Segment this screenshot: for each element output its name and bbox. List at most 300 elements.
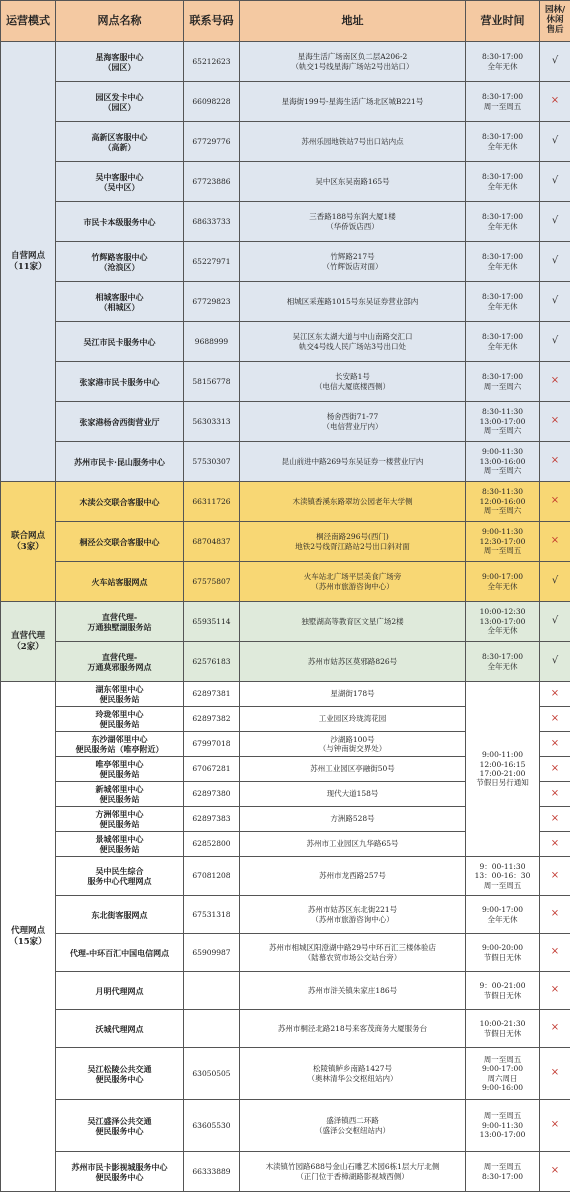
phone-number: 57530307 (184, 442, 240, 482)
group-label-line: （2家） (2, 642, 54, 653)
table-row (1, 322, 570, 362)
opening-hours-line: 10:00-21:30 (467, 1019, 538, 1028)
point-name-line: 代理-中环百汇中国电信网点 (57, 948, 182, 958)
table-row (1, 896, 570, 934)
opening-hours-line: 12:00-16:15 (467, 760, 538, 769)
opening-hours-line: 8:30-17:00 (467, 332, 538, 341)
address-line: （奥林清华公交枢纽站内） (241, 1074, 464, 1083)
opening-hours-line: 9:00-11:00 (467, 750, 538, 759)
point-name-line: 市民卡本级服务中心 (57, 217, 182, 227)
opening-hours-line: 全年无休 (467, 626, 538, 635)
phone-number: 65935114 (184, 602, 240, 642)
opening-hours-line: 节假日无休 (467, 991, 538, 1000)
point-name (56, 972, 184, 1010)
cross-icon: × (551, 870, 559, 883)
phone-number: 67575807 (184, 562, 240, 602)
table-row (1, 972, 570, 1010)
cross-icon: × (551, 415, 559, 428)
cross-icon: × (551, 1067, 559, 1080)
holiday-service (540, 807, 570, 832)
opening-hours-line: 8:30-17:00 (467, 252, 538, 261)
opening-hours-line: 9:00-17:00 (467, 572, 538, 581)
check-icon: √ (552, 335, 558, 348)
point-name (56, 1100, 184, 1152)
address-line: 松陵镇鲈乡南路1427号 (241, 1064, 464, 1073)
point-name-line: 吴江盛泽公共交通 (57, 1116, 182, 1126)
holiday-service (540, 122, 570, 162)
address-line: 苏州市浒关镇朱家庄186号 (241, 986, 464, 995)
address-line: 沙湖路100号 (241, 735, 464, 744)
phone-number: 66311726 (184, 482, 240, 522)
cross-icon: × (551, 495, 559, 508)
check-icon: √ (552, 255, 558, 268)
phone-number: 66098228 (184, 82, 240, 122)
point-name-line: 木渎公交联合客服中心 (57, 497, 182, 507)
address (240, 42, 466, 82)
holiday-service (540, 42, 570, 82)
point-name (56, 82, 184, 122)
opening-hours (466, 442, 540, 482)
phone-number: 68633733 (184, 202, 240, 242)
opening-hours-line: 8:30-17:00 (467, 212, 538, 221)
group-label (1, 602, 56, 682)
address (240, 562, 466, 602)
point-name-line: 星海客服中心 (57, 52, 182, 62)
table-row (1, 562, 570, 602)
point-name (56, 162, 184, 202)
holiday-service (540, 562, 570, 602)
address-line: 吴中区东吴南路165号 (241, 177, 464, 186)
table-row (1, 82, 570, 122)
point-name (56, 807, 184, 832)
address (240, 122, 466, 162)
point-name (56, 1048, 184, 1100)
point-name-line: 便民服务中心 (57, 1172, 182, 1182)
point-name-line: 便民服务中心 (57, 1126, 182, 1136)
address-line: 方洲路528号 (241, 814, 464, 823)
address (240, 707, 466, 732)
address-line: 木渎镇竹园路688号金山石雕艺术园6栋1层大厅北侧 (241, 1162, 464, 1171)
phone-number: 56303313 (184, 402, 240, 442)
phone-number: 67067281 (184, 757, 240, 782)
point-name-line: 便民服务站 (57, 819, 182, 829)
phone-number: 62897380 (184, 782, 240, 807)
address-line: （盛泽公交枢纽站内） (241, 1126, 464, 1135)
point-name (56, 442, 184, 482)
check-icon: √ (552, 655, 558, 668)
opening-hours (466, 1152, 540, 1192)
point-name (56, 832, 184, 857)
opening-hours-line: 周一至周六 (467, 506, 538, 515)
opening-hours (466, 82, 540, 122)
phone-number: 63050505 (184, 1048, 240, 1100)
header-address: 地址 (240, 1, 466, 42)
check-icon: √ (552, 135, 558, 148)
point-name-line: 苏州市民卡·昆山服务中心 (57, 457, 182, 467)
opening-hours (466, 282, 540, 322)
opening-hours-line: 13:00-17:00 (467, 1130, 538, 1139)
address-line: 苏州市姑苏区莫邪路826号 (241, 657, 464, 666)
phone-number: 67081208 (184, 857, 240, 896)
phone-number: 58156778 (184, 362, 240, 402)
address-line: （苏州市旅游咨询中心） (241, 582, 464, 591)
point-name-line: 便民服务站 (57, 844, 182, 854)
address-line: 苏州市相城区阳澄湖中路29号中环百汇三楼体验店 (241, 943, 464, 952)
group-label-line: 自营网点 (2, 251, 54, 262)
point-name (56, 402, 184, 442)
point-name-line: 沃城代理网点 (57, 1024, 182, 1034)
opening-hours-line: 全年无休 (467, 262, 538, 271)
holiday-service (540, 162, 570, 202)
cross-icon: × (551, 455, 559, 468)
opening-hours-line: 9:00-17:00 (467, 1064, 538, 1073)
group-label-line: 联合网点 (2, 531, 54, 542)
address-line: 苏州市龙西路257号 (241, 871, 464, 880)
point-name (56, 42, 184, 82)
phone-number: 62576183 (184, 642, 240, 682)
cross-icon: × (551, 838, 559, 851)
point-name-line: 火车站客服网点 (57, 577, 182, 587)
address (240, 402, 466, 442)
opening-hours-line: 9：00-21:00 (467, 981, 538, 990)
table-row (1, 442, 570, 482)
phone-number: 65227971 (184, 242, 240, 282)
point-name-line: 竹辉路客服中心 (57, 252, 182, 262)
group-label (1, 42, 56, 482)
address (240, 807, 466, 832)
address-line: 火车站北广场平层美食广场旁 (241, 572, 464, 581)
holiday-service (540, 362, 570, 402)
table-row (1, 122, 570, 162)
holiday-service (540, 896, 570, 934)
address-line: （电信营业厅内） (241, 422, 464, 431)
header-hours: 营业时间 (466, 1, 540, 42)
opening-hours-line: 节假日无休 (467, 1029, 538, 1038)
holiday-service (540, 522, 570, 562)
opening-hours-line: 13：00-16：30 (467, 871, 538, 880)
holiday-service (540, 322, 570, 362)
address (240, 442, 466, 482)
address-line: 苏州市桐泾北路218号来客茂商务大厦服务台 (241, 1024, 464, 1033)
point-name-line: 直营代理- (57, 612, 182, 622)
opening-hours-line: 13:00-16:00 (467, 457, 538, 466)
opening-hours (466, 896, 540, 934)
holiday-service (540, 934, 570, 972)
point-name (56, 122, 184, 162)
group-label (1, 482, 56, 602)
check-icon: √ (552, 215, 558, 228)
point-name (56, 857, 184, 896)
opening-hours-line: 周一至周五 (467, 546, 538, 555)
opening-hours-line: 全年无休 (467, 62, 538, 71)
opening-hours (466, 522, 540, 562)
header-holiday (540, 1, 570, 42)
holiday-service (540, 707, 570, 732)
cross-icon: × (551, 738, 559, 751)
address (240, 602, 466, 642)
point-name-line: 东北街客服网点 (57, 910, 182, 920)
cross-icon: × (551, 763, 559, 776)
opening-hours (466, 1100, 540, 1152)
address-line: 竹辉路217号 (241, 252, 464, 261)
holiday-service (540, 242, 570, 282)
opening-hours (466, 202, 540, 242)
holiday-service (540, 757, 570, 782)
point-name-line: 苏州市民卡影视城服务中心 (57, 1162, 182, 1172)
phone-number: 68704837 (184, 522, 240, 562)
opening-hours-line: 9:00-11:30 (467, 527, 538, 536)
point-name (56, 707, 184, 732)
header-holiday-line: 售后 (541, 26, 569, 36)
check-icon: √ (552, 295, 558, 308)
opening-hours-line: 全年无休 (467, 142, 538, 151)
address-line: 地铁2号线胥江路站2号出口斜对面 (241, 542, 464, 551)
point-name (56, 202, 184, 242)
address-line: 杨舍西街71-77 (241, 412, 464, 421)
opening-hours (466, 857, 540, 896)
point-name-line: 月明代理网点 (57, 986, 182, 996)
cross-icon: × (551, 908, 559, 921)
holiday-service (540, 482, 570, 522)
check-icon: √ (552, 55, 558, 68)
opening-hours-line: 9:00-11:30 (467, 1121, 538, 1130)
opening-hours-line: 12:30-17:00 (467, 537, 538, 546)
point-name-line: 吴中客服中心 (57, 172, 182, 182)
opening-hours-line: 全年无休 (467, 302, 538, 311)
address (240, 682, 466, 707)
address (240, 1048, 466, 1100)
phone-number: 66333889 (184, 1152, 240, 1192)
point-name-line: 吴中民生综合 (57, 866, 182, 876)
address (240, 282, 466, 322)
address (240, 162, 466, 202)
opening-hours-line: 全年无休 (467, 222, 538, 231)
opening-hours-line: 12:00-16:00 (467, 497, 538, 506)
opening-hours-line: 9:00-11:30 (467, 447, 538, 456)
opening-hours-line: 8:30-17:00 (467, 372, 538, 381)
point-name-line: （沧浪区） (57, 262, 182, 272)
phone-number (184, 1010, 240, 1048)
address-line: （与钟南街交界处） (241, 744, 464, 753)
phone-number: 63605530 (184, 1100, 240, 1152)
address (240, 242, 466, 282)
point-name (56, 362, 184, 402)
opening-hours (466, 42, 540, 82)
group-label-line: （11家） (2, 262, 54, 273)
address-line: 木渎镇香溪东路翠坊公园老年大学侧 (241, 497, 464, 506)
address (240, 732, 466, 757)
point-name-line: （吴中区） (57, 182, 182, 192)
check-icon: √ (552, 615, 558, 628)
opening-hours-line: 周一至周五 (467, 1111, 538, 1120)
point-name-line: 桐泾公交联合客服中心 (57, 537, 182, 547)
phone-number: 62897382 (184, 707, 240, 732)
point-name (56, 642, 184, 682)
address-line: 吴江区东太湖大道与中山南路交汇口 (241, 332, 464, 341)
address-line: 相城区采莲路1015号东吴证券营业部内 (241, 297, 464, 306)
holiday-service (540, 1010, 570, 1048)
address-line: 苏州市工业园区九华路65号 (241, 839, 464, 848)
table-row (1, 402, 570, 442)
phone-number (184, 972, 240, 1010)
table-row (1, 682, 570, 707)
opening-hours-line: 周一至周五 (467, 1162, 538, 1171)
address-line: 星海生活广场南区负二层A206-2 (241, 52, 464, 61)
opening-hours-line: 8:30-17:00 (467, 52, 538, 61)
opening-hours-line: 全年无休 (467, 182, 538, 191)
address-line: 独墅湖高等教育区文星广场2楼 (241, 617, 464, 626)
address-line: 星湖街178号 (241, 689, 464, 698)
point-name-line: 便民服务中心 (57, 1074, 182, 1084)
address (240, 482, 466, 522)
phone-number: 67997018 (184, 732, 240, 757)
point-name-line: 直营代理- (57, 652, 182, 662)
opening-hours (466, 162, 540, 202)
address-line: 盛泽镇西二环路 (241, 1116, 464, 1125)
table-row (1, 522, 570, 562)
holiday-service (540, 782, 570, 807)
address (240, 202, 466, 242)
opening-hours-line: 8:30-11:30 (467, 407, 538, 416)
opening-hours-line: 全年无休 (467, 582, 538, 591)
address-line: 苏州市姑苏区东北街221号 (241, 905, 464, 914)
point-name (56, 522, 184, 562)
opening-hours (466, 934, 540, 972)
opening-hours-line: 13:00-17:00 (467, 417, 538, 426)
point-name-line: 相城客服中心 (57, 292, 182, 302)
point-name-line: 服务中心代理网点 (57, 876, 182, 886)
point-name (56, 896, 184, 934)
address (240, 522, 466, 562)
holiday-service (540, 972, 570, 1010)
opening-hours-line: 周六周日 (467, 1074, 538, 1083)
cross-icon: × (551, 95, 559, 108)
point-name (56, 732, 184, 757)
group-label-line: 代理网点 (2, 926, 54, 937)
header-row (1, 1, 570, 42)
table-row (1, 1152, 570, 1192)
header-mode: 运营模式 (1, 1, 56, 42)
table-body (1, 42, 570, 1192)
address (240, 857, 466, 896)
address (240, 757, 466, 782)
check-icon: √ (552, 175, 558, 188)
point-name-line: 便民服务站 (57, 694, 182, 704)
address (240, 1100, 466, 1152)
opening-hours (466, 242, 540, 282)
address-line: 长安路1号 (241, 372, 464, 381)
point-name-line: 张家港杨舍西街营业厅 (57, 417, 182, 427)
opening-hours-line: 全年无休 (467, 662, 538, 671)
opening-hours-line: 周一至周五 (467, 1055, 538, 1064)
opening-hours (466, 1010, 540, 1048)
opening-hours (466, 122, 540, 162)
group-label-line: （15家） (2, 937, 54, 948)
header-holiday-line: 园林/ (541, 6, 569, 16)
point-name-line: 万通独墅湖服务站 (57, 622, 182, 632)
opening-hours-line: 9:00-20:00 (467, 943, 538, 952)
opening-hours (466, 362, 540, 402)
address (240, 782, 466, 807)
address-line: 昆山前进中路269号东吴证券一楼营业厅内 (241, 457, 464, 466)
phone-number: 62897381 (184, 682, 240, 707)
cross-icon: × (551, 946, 559, 959)
holiday-service (540, 682, 570, 707)
table-row (1, 934, 570, 972)
opening-hours (466, 682, 540, 857)
opening-hours-line: 全年无休 (467, 342, 538, 351)
opening-hours-line: 8:30-17:00 (467, 132, 538, 141)
opening-hours (466, 602, 540, 642)
table-row (1, 242, 570, 282)
address (240, 322, 466, 362)
opening-hours-line: 8:30-17:00 (467, 292, 538, 301)
point-name-line: 便民服务站 (57, 769, 182, 779)
opening-hours-line: 周一至周六 (467, 382, 538, 391)
point-name-line: （园区） (57, 62, 182, 72)
phone-number: 67723886 (184, 162, 240, 202)
opening-hours-line: 节假日无休 (467, 953, 538, 962)
point-name-line: 便民服务站（唯亭附近） (57, 744, 182, 754)
table-row (1, 162, 570, 202)
address-line: （竹辉饭店对面） (241, 262, 464, 271)
point-name-line: 景城邻里中心 (57, 834, 182, 844)
point-name-line: 新城邻里中心 (57, 784, 182, 794)
point-name (56, 602, 184, 642)
cross-icon: × (551, 713, 559, 726)
holiday-service (540, 1100, 570, 1152)
phone-number: 62852800 (184, 832, 240, 857)
point-name (56, 1010, 184, 1048)
group-label-line: 直营代理 (2, 631, 54, 642)
address (240, 896, 466, 934)
point-name (56, 322, 184, 362)
address-line: 桐泾南路296号(西门) (241, 532, 464, 541)
opening-hours (466, 402, 540, 442)
address-line: 星海街199号-星海生活广场北区城B221号 (241, 97, 464, 106)
point-name (56, 282, 184, 322)
address (240, 972, 466, 1010)
point-name (56, 782, 184, 807)
address (240, 1010, 466, 1048)
point-name-line: 方洲邻里中心 (57, 809, 182, 819)
group-label (1, 682, 56, 1192)
address-line: 现代大道158号 (241, 789, 464, 798)
address (240, 362, 466, 402)
point-name (56, 482, 184, 522)
point-name-line: 便民服务站 (57, 719, 182, 729)
address (240, 1152, 466, 1192)
holiday-service (540, 442, 570, 482)
holiday-service (540, 1152, 570, 1192)
header-name: 网点名称 (56, 1, 184, 42)
phone-number: 65909987 (184, 934, 240, 972)
point-name-line: 万通莫邪服务网点 (57, 662, 182, 672)
opening-hours-line: 9:00-17:00 (467, 905, 538, 914)
table-row (1, 42, 570, 82)
opening-hours-line: 8:30-17:00 (467, 92, 538, 101)
holiday-service (540, 602, 570, 642)
holiday-service (540, 732, 570, 757)
table-row (1, 1048, 570, 1100)
cross-icon: × (551, 813, 559, 826)
opening-hours-line: 周一至周五 (467, 881, 538, 890)
holiday-service (540, 857, 570, 896)
address (240, 934, 466, 972)
table-row (1, 602, 570, 642)
holiday-service (540, 282, 570, 322)
phone-number: 67729823 (184, 282, 240, 322)
